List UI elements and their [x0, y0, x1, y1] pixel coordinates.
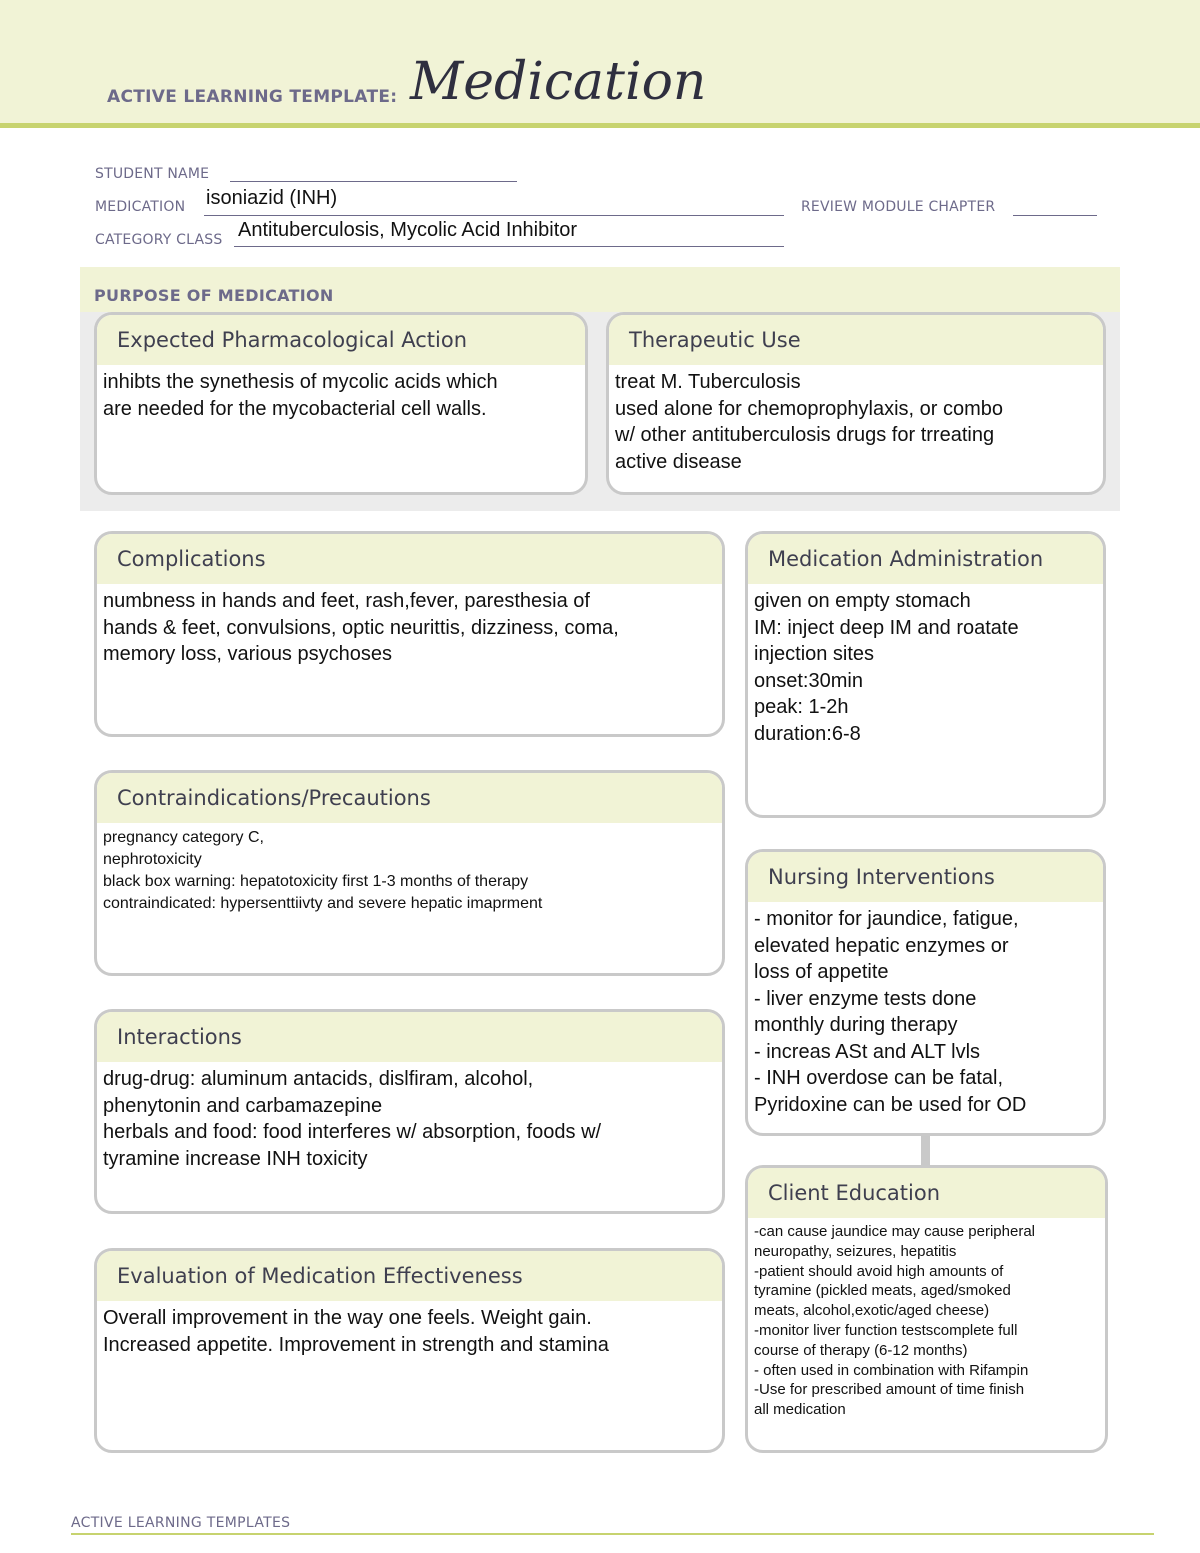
therapeutic-use-card [606, 312, 1106, 495]
medication-label: MEDICATION [95, 199, 186, 215]
client-education-text[interactable]: -can cause jaundice may cause peripheral neuropathy, seizures, hepatitis -patient should avoid high amounts of tyramine (pickled meats, aged/smoked meats, alcohol,exotic/aged cheese) -monitor liver function testscomplete full course of therapy (6-12 months) - often used in combination with Rifampin -Use for prescribed amount of time finish all medication [754, 1223, 1035, 1419]
medication-value: isoniazid (INH) [206, 187, 338, 209]
interactions-text[interactable]: drug-drug: aluminum antacids, dislfiram, alcohol, phenytonin and carbamazepine herbals and food: food interferes w/ absorption, foods w/ tyramine increase INH toxicity [103, 1068, 602, 1170]
expected-action-title: Expected Pharmacological Action [97, 315, 585, 365]
administration-title: Medication Administration [748, 534, 1103, 584]
header-rule [0, 123, 1200, 128]
evaluation-card [94, 1248, 725, 1453]
student-name-field[interactable] [230, 168, 517, 182]
page-title: Medication [410, 52, 707, 112]
review-module-label: REVIEW MODULE CHAPTER [801, 199, 996, 215]
nursing-interventions-text[interactable]: - monitor for jaundice, fatigue, elevated hepatic enzymes or loss of appetite - liver enzyme tests done monthly during therapy - increas ASt and ALT lvls - INH overdose can be fatal, Pyridoxine can be used for OD [754, 908, 1027, 1116]
contraindications-title: Contraindications/Precautions [97, 773, 722, 823]
client-education-title: Client Education [748, 1168, 1105, 1218]
purpose-label: PURPOSE OF MEDICATION [94, 286, 334, 305]
complications-text[interactable]: numbness in hands and feet, rash,fever, paresthesia of hands & feet, convulsions, optic neurittis, dizziness, coma, memory loss, various psychoses [103, 590, 619, 665]
interactions-title: Interactions [97, 1012, 722, 1062]
therapeutic-use-title: Therapeutic Use [609, 315, 1103, 365]
expected-action-text[interactable]: inhibts the synethesis of mycolic acids which are needed for the mycobacterial cell walls. [103, 371, 498, 420]
contraindications-text[interactable]: pregnancy category C, nephrotoxicity black box warning: hepatotoxicity first 1-3 months of therapy contraindicated: hypersenttiivty and severe hepatic imaprment [103, 829, 543, 912]
administration-text[interactable]: given on empty stomach IM: inject deep IM and roatate injection sites onset:30min peak: 1-2h duration:6-8 [754, 590, 1019, 745]
student-name-label: STUDENT NAME [95, 166, 210, 182]
administration-card [745, 531, 1106, 818]
nursing-interventions-title: Nursing Interventions [748, 852, 1103, 902]
therapeutic-use-text[interactable]: treat M. Tuberculosis used alone for chemoprophylaxis, or combo w/ other antituberculosis drugs for trreating active disease [615, 371, 1003, 473]
client-education-card [745, 1165, 1108, 1453]
complications-title: Complications [97, 534, 722, 584]
review-module-field[interactable] [1013, 202, 1097, 216]
expected-action-card [94, 312, 588, 495]
evaluation-title: Evaluation of Medication Effectiveness [97, 1251, 722, 1301]
interactions-card [94, 1009, 725, 1214]
contraindications-card [94, 770, 725, 976]
footer-label: ACTIVE LEARNING TEMPLATES [71, 1515, 291, 1531]
template-label: ACTIVE LEARNING TEMPLATE: [107, 87, 398, 107]
card-connector [921, 1133, 930, 1166]
complications-card [94, 531, 725, 737]
nursing-interventions-card [745, 849, 1106, 1136]
category-label: CATEGORY CLASS [95, 232, 223, 248]
category-value: Antituberculosis, Mycolic Acid Inhibitor [238, 219, 578, 241]
evaluation-text[interactable]: Overall improvement in the way one feels. Weight gain. Increased appetite. Improvement in strength and stamina [103, 1307, 609, 1356]
footer-rule [71, 1533, 1154, 1535]
